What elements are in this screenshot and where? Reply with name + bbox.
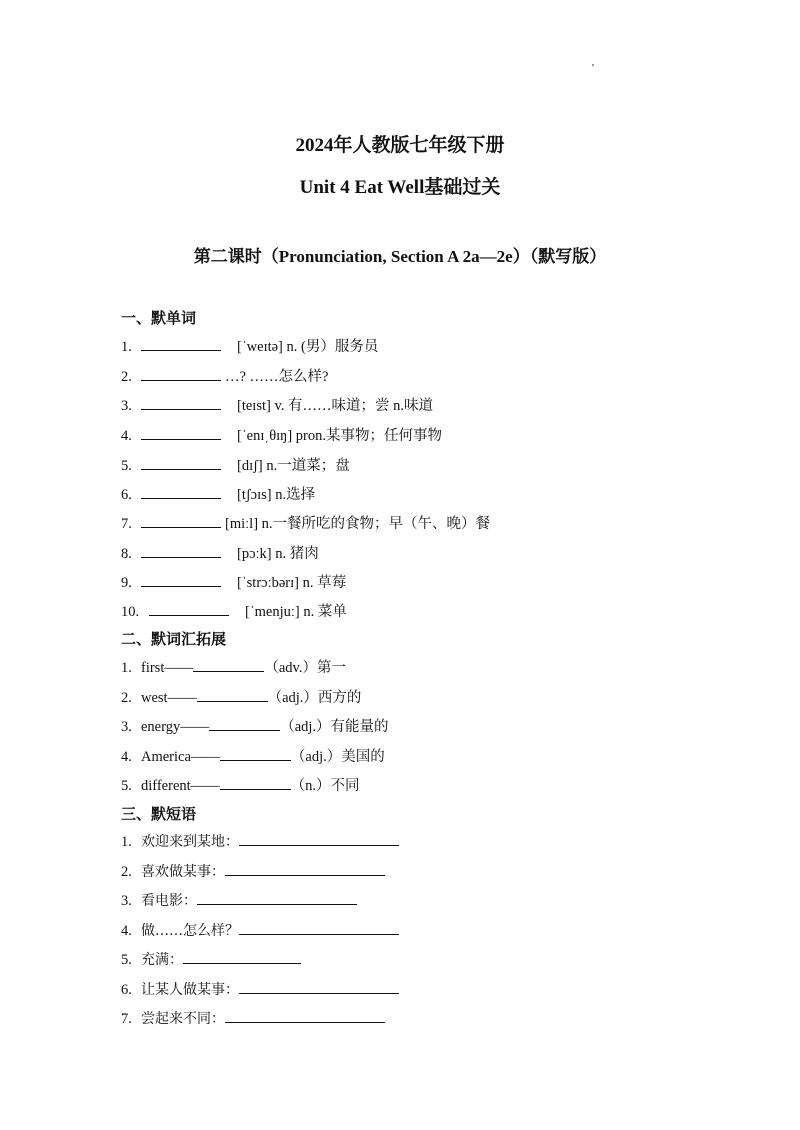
phrase-item xyxy=(121,861,385,881)
item-number: 2. xyxy=(121,864,132,880)
item-number: 3. xyxy=(121,719,132,735)
answer-blank[interactable] xyxy=(220,746,291,761)
answer-blank[interactable] xyxy=(197,687,268,702)
item-number: 4. xyxy=(121,749,132,765)
item-text: [dɪʃ] n.一道菜；盘 xyxy=(237,458,350,474)
item-number: 6. xyxy=(121,982,132,998)
word-item xyxy=(121,571,346,592)
item-number: 1. xyxy=(121,660,132,676)
answer-blank[interactable] xyxy=(193,657,264,672)
derivative-item xyxy=(121,715,389,736)
item-note: （n.）不同 xyxy=(290,778,360,794)
item-text: 喜欢做某事： xyxy=(141,864,225,880)
section-heading-derivatives: 二、默词汇拓展 xyxy=(121,630,227,648)
item-text: [ˈweɪtə] n. (男）服务员 xyxy=(237,339,379,355)
item-text: [pɔːk] n. 猪肉 xyxy=(237,546,319,562)
item-number: 3. xyxy=(121,893,132,909)
base-word: first—— xyxy=(141,660,194,676)
answer-blank[interactable] xyxy=(141,366,221,381)
derivative-item xyxy=(121,656,346,677)
item-number: 7. xyxy=(121,1011,132,1027)
answer-blank[interactable] xyxy=(141,336,221,351)
base-word: different—— xyxy=(141,778,220,794)
item-note: （adj.）有能量的 xyxy=(280,719,389,735)
answer-blank[interactable] xyxy=(141,484,221,499)
answer-blank[interactable] xyxy=(183,949,301,964)
item-number: 9. xyxy=(121,575,132,591)
answer-blank[interactable] xyxy=(239,979,399,994)
base-word: west—— xyxy=(141,690,197,706)
item-text: 看电影： xyxy=(141,893,197,909)
item-text: [ˈmenjuː] n. 菜单 xyxy=(245,604,347,620)
word-item xyxy=(121,335,378,356)
item-number: 3. xyxy=(121,398,132,414)
phrase-item xyxy=(121,979,399,999)
item-text: [tʃɔɪs] n.选择 xyxy=(237,487,316,503)
answer-blank[interactable] xyxy=(141,395,221,410)
item-text: [miːl] n.一餐所吃的食物；早（午、晚）餐 xyxy=(225,516,491,532)
phrase-item xyxy=(121,890,357,910)
item-number: 8. xyxy=(121,546,132,562)
answer-blank[interactable] xyxy=(141,425,221,440)
answer-blank[interactable] xyxy=(239,831,399,846)
phrase-item xyxy=(121,949,301,969)
word-item xyxy=(121,600,347,621)
answer-blank[interactable] xyxy=(141,543,221,558)
word-item xyxy=(121,394,433,415)
item-number: 4. xyxy=(121,923,132,939)
word-item xyxy=(121,542,319,563)
answer-blank[interactable] xyxy=(141,455,221,470)
answer-blank[interactable] xyxy=(197,890,357,905)
page-title: 2024年人教版七年级下册 xyxy=(295,135,505,156)
derivative-item xyxy=(121,745,385,766)
item-text: …? ……怎么样? xyxy=(225,369,329,385)
phrase-item xyxy=(121,1008,385,1028)
answer-blank[interactable] xyxy=(141,572,221,587)
page-subtitle: Unit 4 Eat Well基础过关 xyxy=(299,177,501,198)
lesson-heading: 第二课时（Pronunciation, Section A 2a—2e）（默写版） xyxy=(193,247,607,266)
answer-blank[interactable] xyxy=(209,716,280,731)
item-text: [ˈstrɔːbərɪ] n. 草莓 xyxy=(237,575,347,591)
item-text: [ˈenɪˌθɪŋ] pron.某事物；任何事物 xyxy=(237,428,443,444)
item-number: 10. xyxy=(121,604,140,620)
item-text: 充满： xyxy=(141,952,183,968)
derivative-item xyxy=(121,686,361,707)
phrase-item xyxy=(121,831,399,851)
answer-blank[interactable] xyxy=(220,775,291,790)
item-number: 1. xyxy=(121,834,132,850)
item-number: 1. xyxy=(121,339,132,355)
item-number: 5. xyxy=(121,778,132,794)
item-text: [teɪst] v. 有……味道；尝 n.味道 xyxy=(237,398,434,414)
word-item xyxy=(121,424,442,445)
answer-blank[interactable] xyxy=(149,601,229,616)
item-text: 做……怎么样？ xyxy=(141,923,239,939)
derivative-item xyxy=(121,774,360,795)
word-item xyxy=(121,512,490,533)
item-text: 让某人做某事： xyxy=(141,982,239,998)
word-item xyxy=(121,454,350,475)
item-note: （adj.）美国的 xyxy=(290,749,385,765)
answer-blank[interactable] xyxy=(141,513,221,528)
item-number: 4. xyxy=(121,428,132,444)
word-item xyxy=(121,483,315,504)
item-note: （adv.）第一 xyxy=(264,660,346,676)
item-number: 6. xyxy=(121,487,132,503)
answer-blank[interactable] xyxy=(239,920,399,935)
item-number: 7. xyxy=(121,516,132,532)
section-heading-words: 一、默单词 xyxy=(121,309,197,327)
item-text: 欢迎来到某地： xyxy=(141,834,239,850)
item-number: 2. xyxy=(121,690,132,706)
answer-blank[interactable] xyxy=(225,1008,385,1023)
word-item xyxy=(121,365,329,386)
page-dot-mark xyxy=(592,64,594,66)
phrase-item xyxy=(121,920,399,940)
item-number: 2. xyxy=(121,369,132,385)
base-word: energy—— xyxy=(141,719,210,735)
item-note: （adj.）西方的 xyxy=(267,690,362,706)
base-word: America—— xyxy=(141,749,220,765)
item-number: 5. xyxy=(121,458,132,474)
item-text: 尝起来不同： xyxy=(141,1011,225,1027)
item-number: 5. xyxy=(121,952,132,968)
section-heading-phrases: 三、默短语 xyxy=(121,805,197,823)
answer-blank[interactable] xyxy=(225,861,385,876)
